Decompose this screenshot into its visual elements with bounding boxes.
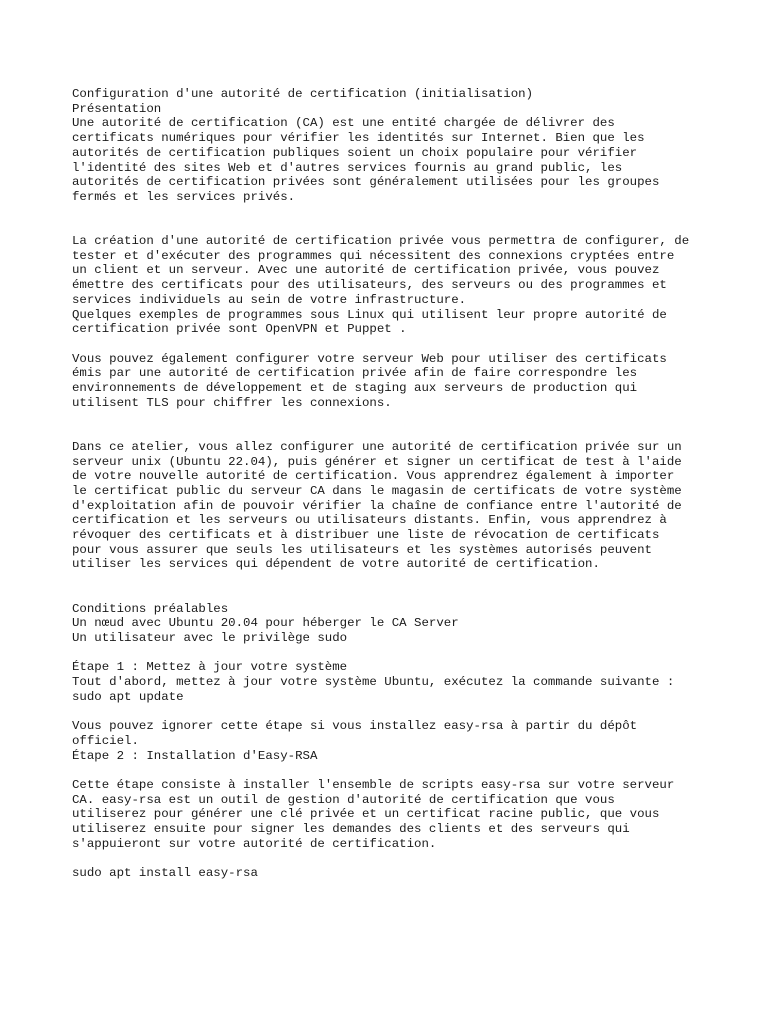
paragraph-line: certification et les serveurs ou utilisateurs distants. Enfin, vous apprendrez à	[72, 513, 667, 528]
prerequisite-item: Un utilisateur avec le privilège sudo	[72, 630, 348, 645]
paragraph-line: pour vous assurer que seuls les utilisateurs et les systèmes autorisés peuvent	[72, 542, 652, 557]
blank-line	[72, 337, 712, 352]
command-line: sudo apt install easy-rsa	[72, 866, 258, 881]
paragraph-line: certificats numériques pour vérifier les identités sur Internet. Bien que les	[72, 131, 645, 146]
paragraph-line: Cette étape consiste à installer l'ensemble de scripts easy-rsa sur votre serveur	[72, 777, 675, 792]
paragraph-line: tester et d'exécuter des programmes qui nécessitent des connexions cryptées entre	[72, 248, 675, 263]
paragraph-line: utiliser les services qui dépendent de votre autorité de certification.	[72, 557, 600, 572]
paragraph-line: environnements de développement et de staging aux serveurs de production qui	[72, 381, 638, 396]
paragraph-line: d'exploitation afin de pouvoir vérifier la chaîne de confiance entre l'autorité de	[72, 498, 682, 513]
step-2-heading: Étape 2 : Installation d'Easy-RSA	[72, 748, 318, 763]
blank-line	[72, 425, 712, 440]
paragraph-line: autorités de certification publiques soient un choix populaire pour vérifier	[72, 145, 638, 160]
blank-line	[72, 851, 712, 866]
section-heading-presentation: Présentation	[72, 101, 162, 116]
blank-line	[72, 410, 712, 425]
paragraph-line: un client et un serveur. Avec une autorité de certification privée, vous pouvez	[72, 263, 660, 278]
paragraph-line: La création d'une autorité de certification privée vous permettra de configurer, de	[72, 234, 690, 248]
paragraph-line: l'identité des sites Web et d'autres services fournis au grand public, les	[72, 160, 623, 175]
blank-line	[72, 205, 712, 220]
paragraph-line: CA. easy-rsa est un outil de gestion d'autorité de certification que vous	[72, 792, 615, 807]
paragraph-line: émettre des certificats pour des utilisateurs, des serveurs ou des programmes et	[72, 278, 667, 293]
paragraph-line: Une autorité de certification (CA) est une entité chargée de délivrer des	[72, 116, 615, 131]
paragraph-line: de votre nouvelle autorité de certification. Vous apprendrez également à importer	[72, 469, 675, 484]
blank-line	[72, 763, 712, 778]
paragraph-line: émis par une autorité de certification privée afin de faire correspondre les	[72, 366, 638, 381]
paragraph-line: officiel.	[72, 733, 139, 748]
paragraph-line: utiliserez pour générer une clé privée et un certificat racine public, que vous	[72, 807, 660, 822]
paragraph-line: Quelques exemples de programmes sous Linux qui utilisent leur propre autorité de	[72, 307, 667, 322]
command-line: sudo apt update	[72, 689, 184, 704]
paragraph-line: Dans ce atelier, vous allez configurer une autorité de certification privée sur un	[72, 439, 682, 454]
paragraph-line: révoquer des certificats et à distribuer une liste de révocation de certificats	[72, 528, 660, 543]
paragraph-line: fermés et les services privés.	[72, 189, 296, 204]
prerequisite-item: Un nœud avec Ubuntu 20.04 pour héberger le CA Server	[72, 616, 459, 631]
paragraph-line: certification privée sont OpenVPN et Puppet .	[72, 322, 407, 337]
paragraph-line: serveur unix (Ubuntu 22.04), puis générer et signer un certificat de test à l'aide	[72, 454, 682, 469]
paragraph-line: Vous pouvez également configurer votre serveur Web pour utiliser des certificats	[72, 351, 667, 366]
blank-line	[72, 646, 712, 661]
step-1-heading: Étape 1 : Mettez à jour votre système	[72, 660, 348, 675]
paragraph-line: Tout d'abord, mettez à jour votre système Ubuntu, exécutez la commande suivante :	[72, 675, 675, 689]
paragraph-line: Vous pouvez ignorer cette étape si vous installez easy-rsa à partir du dépôt	[72, 719, 638, 734]
document-body	[72, 87, 712, 881]
paragraph-line: utilisent TLS pour chiffrer les connexions.	[72, 395, 392, 410]
paragraph-line: utiliserez ensuite pour signer les demandes des clients et des serveurs qui	[72, 822, 630, 836]
paragraph-line: le certificat public du serveur CA dans le magasin de certificats de votre système	[72, 483, 682, 498]
blank-line	[72, 704, 712, 719]
document-title: Configuration d'une autorité de certification (initialisation)	[72, 87, 534, 101]
blank-line	[72, 572, 712, 587]
paragraph-line: autorités de certification privées sont généralement utilisées pour les groupes	[72, 175, 660, 190]
blank-line	[72, 219, 712, 234]
paragraph-line: services individuels au sein de votre infrastructure.	[72, 292, 467, 307]
paragraph-line: s'appuieront sur votre autorité de certification.	[72, 836, 437, 851]
blank-line	[72, 587, 712, 602]
section-heading-prerequisites: Conditions préalables	[72, 601, 229, 616]
